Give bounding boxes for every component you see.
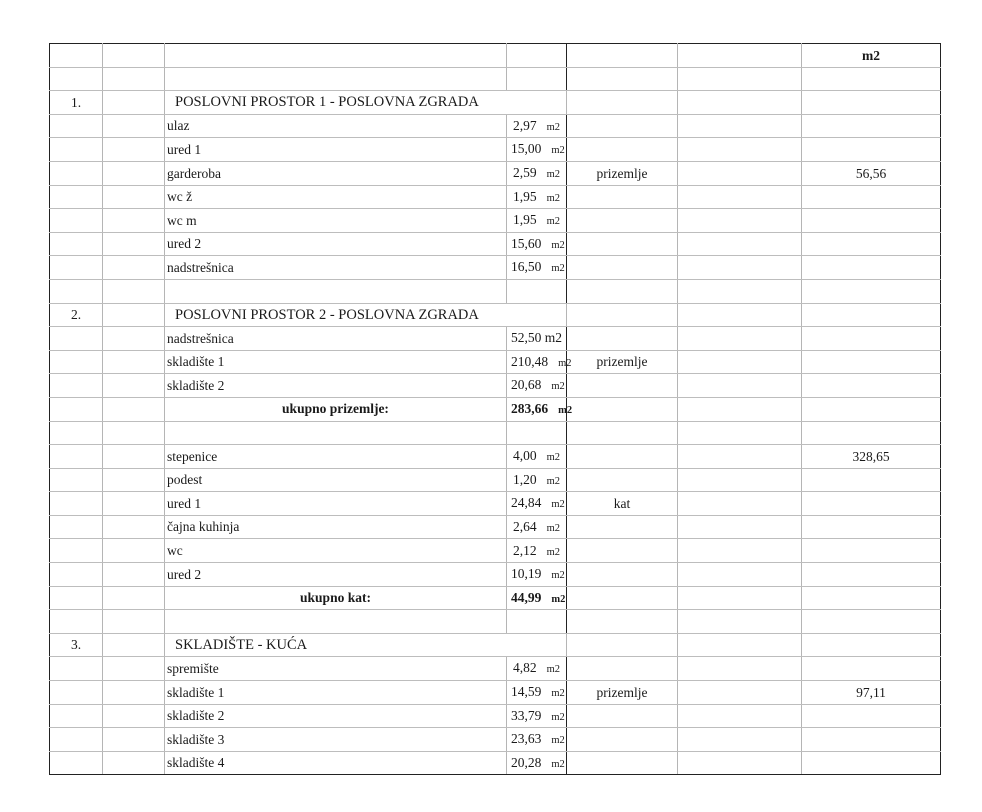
- area-unit: m2: [558, 357, 572, 369]
- area-value: 1,20: [512, 471, 537, 487]
- room-area: [507, 232, 567, 256]
- subtotal-number: 44,99: [511, 589, 542, 605]
- table-row: [50, 67, 941, 91]
- room-name: garderoba: [165, 161, 507, 185]
- room-name: spremište: [165, 657, 507, 681]
- room-name: ured 1: [165, 492, 507, 516]
- room-area: [507, 445, 567, 469]
- area-value: 14,59: [511, 684, 542, 700]
- area-unit: m2: [546, 452, 560, 464]
- area-value: 20,28: [511, 754, 542, 770]
- room-area: [507, 161, 567, 185]
- table-row: [50, 256, 941, 280]
- table-row: [50, 539, 941, 563]
- room-name: nadstrešnica: [165, 256, 507, 280]
- area-unit: m2: [546, 121, 560, 133]
- room-name: podest: [165, 468, 507, 492]
- section-number: 2.: [50, 303, 103, 327]
- room-name: nadstrešnica: [165, 327, 507, 351]
- table-row: [50, 91, 941, 115]
- area-value: 210,48: [511, 353, 549, 369]
- room-area: [507, 256, 567, 280]
- floor-label: prizemlje: [567, 350, 678, 374]
- area-unit: m2: [551, 239, 565, 251]
- section-total: 328,65: [802, 445, 941, 469]
- room-area: [507, 185, 567, 209]
- subtotal-value: [507, 586, 567, 610]
- area-unit: m2: [551, 263, 565, 275]
- floor-label: kat: [567, 492, 678, 516]
- room-area: [507, 350, 572, 374]
- subtotal-number: 283,66: [511, 400, 549, 416]
- area-unit: m2: [546, 546, 560, 558]
- subtotal-unit: m2: [558, 404, 573, 416]
- area-value: 2,64: [512, 518, 537, 534]
- table-row: [50, 209, 941, 233]
- table-row: [50, 681, 941, 705]
- room-area: [507, 468, 567, 492]
- area-value: 15,60: [511, 235, 542, 251]
- room-area: [507, 704, 567, 728]
- room-area: [507, 728, 567, 752]
- area-unit: m2: [551, 758, 565, 770]
- room-area: [507, 657, 567, 681]
- area-value: 15,00: [511, 141, 542, 157]
- floor-label: prizemlje: [567, 681, 678, 705]
- room-name: wc: [165, 539, 507, 563]
- area-unit: m2: [546, 216, 560, 228]
- section-title: POSLOVNI PROSTOR 1 - POSLOVNA ZGRADA: [165, 91, 567, 115]
- table-row: [50, 327, 941, 351]
- table-row: [50, 610, 941, 634]
- area-value: 2,59: [512, 165, 537, 181]
- room-name: wc ž: [165, 185, 507, 209]
- area-value: 52,50 m2: [511, 330, 563, 346]
- table-row: [50, 421, 941, 445]
- table-row: [50, 515, 941, 539]
- header-unit: m2: [802, 44, 941, 68]
- area-unit: m2: [546, 664, 560, 676]
- table-row: [50, 185, 941, 209]
- area-value: 2,97: [512, 117, 537, 133]
- area-value: 16,50: [511, 259, 542, 275]
- area-unit: m2: [546, 475, 560, 487]
- area-unit: m2: [551, 145, 565, 157]
- table-row: [50, 633, 941, 657]
- table-row: [50, 114, 941, 138]
- section-total: 97,11: [802, 681, 941, 705]
- area-unit: m2: [546, 169, 560, 181]
- room-area: [507, 209, 567, 233]
- room-area: [507, 327, 567, 351]
- room-name: ured 2: [165, 563, 507, 587]
- room-area: [507, 374, 567, 398]
- table-row: [50, 751, 941, 775]
- room-name: čajna kuhinja: [165, 515, 507, 539]
- subtotal-value: [507, 397, 573, 421]
- area-unit: m2: [546, 192, 560, 204]
- room-name: skladište 3: [165, 728, 507, 752]
- room-name: skladište 2: [165, 374, 507, 398]
- section-title: POSLOVNI PROSTOR 2 - POSLOVNA ZGRADA: [165, 303, 567, 327]
- area-unit: m2: [551, 688, 565, 700]
- area-unit: m2: [551, 381, 565, 393]
- room-name: skladište 4: [165, 751, 507, 775]
- subtotal-unit: m2: [551, 593, 566, 605]
- area-value: 4,82: [512, 660, 537, 676]
- area-unit: [572, 334, 574, 345]
- room-name: ulaz: [165, 114, 507, 138]
- section-number: 1.: [50, 91, 103, 115]
- room-area: [507, 563, 567, 587]
- area-value: 33,79: [511, 707, 542, 723]
- area-unit: m2: [551, 499, 565, 511]
- table-row: [50, 232, 941, 256]
- area-table: [49, 43, 941, 775]
- table-row: [50, 563, 941, 587]
- section-title: SKLADIŠTE - KUĆA: [165, 633, 567, 657]
- room-area: [507, 681, 567, 705]
- area-unit: m2: [551, 711, 565, 723]
- table-row: [50, 445, 941, 469]
- area-value: 20,68: [511, 377, 542, 393]
- room-name: stepenice: [165, 445, 507, 469]
- table-row: [50, 350, 941, 374]
- area-value: 23,63: [511, 731, 542, 747]
- area-value: 4,00: [512, 448, 537, 464]
- table-row: [50, 492, 941, 516]
- area-value: 1,95: [512, 212, 537, 228]
- table-row: [50, 138, 941, 162]
- area-value: 1,95: [512, 188, 537, 204]
- table-row: [50, 586, 941, 610]
- room-area: [507, 492, 567, 516]
- section-total: 56,56: [802, 161, 941, 185]
- area-value: 10,19: [511, 566, 542, 582]
- room-name: skladište 2: [165, 704, 507, 728]
- room-name: skladište 1: [165, 350, 507, 374]
- area-value: 2,12: [512, 542, 537, 558]
- area-unit: m2: [551, 570, 565, 582]
- area-unit: m2: [546, 522, 560, 534]
- room-area: [507, 138, 567, 162]
- subtotal-label: ukupno prizemlje:: [165, 397, 507, 421]
- room-name: wc m: [165, 209, 507, 233]
- table-row: [50, 374, 941, 398]
- area-unit: m2: [551, 735, 565, 747]
- subtotal-label: ukupno kat:: [165, 586, 507, 610]
- header-row: [50, 44, 941, 68]
- room-name: skladište 1: [165, 681, 507, 705]
- table-row: [50, 468, 941, 492]
- room-name: ured 2: [165, 232, 507, 256]
- room-area: [507, 515, 567, 539]
- room-area: [507, 114, 567, 138]
- room-area: [507, 539, 567, 563]
- floor-label: prizemlje: [567, 161, 678, 185]
- room-name: ured 1: [165, 138, 507, 162]
- table-row: [50, 728, 941, 752]
- table-row: [50, 303, 941, 327]
- room-area: [507, 751, 567, 775]
- table-row: [50, 279, 941, 303]
- table-row: [50, 397, 941, 421]
- table-row: [50, 161, 941, 185]
- table-row: [50, 657, 941, 681]
- table-row: [50, 704, 941, 728]
- section-number: 3.: [50, 633, 103, 657]
- area-value: 24,84: [511, 495, 542, 511]
